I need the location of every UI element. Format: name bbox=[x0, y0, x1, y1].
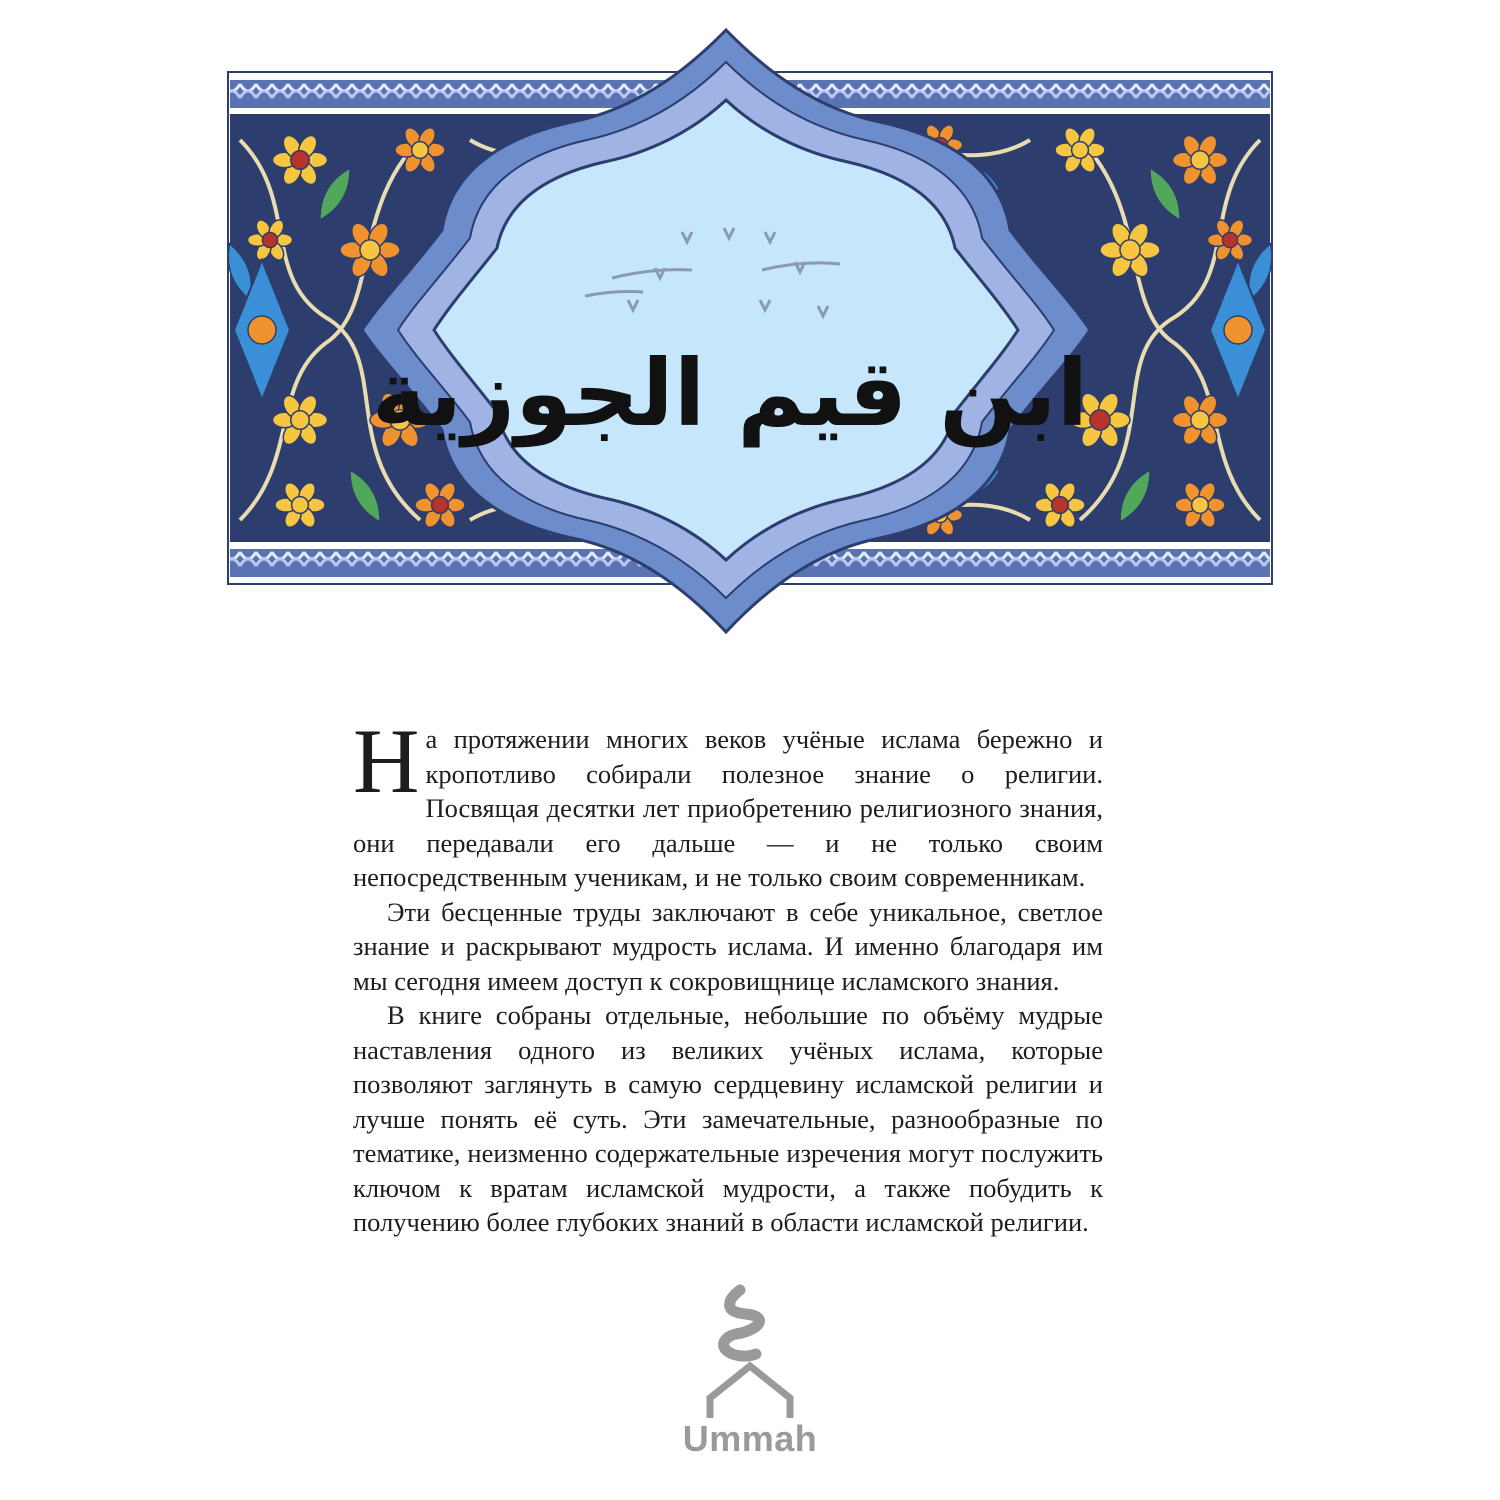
flower-center bbox=[1191, 411, 1209, 429]
flower-center bbox=[1192, 497, 1209, 514]
flower-center bbox=[1222, 232, 1237, 247]
flower-center bbox=[262, 232, 277, 247]
ornamental-banner bbox=[0, 0, 1500, 660]
flower-center bbox=[1191, 151, 1209, 169]
flower-center bbox=[1120, 240, 1140, 260]
flower-center bbox=[291, 151, 309, 169]
flower-center bbox=[1090, 410, 1110, 430]
drop-cap: Н bbox=[353, 710, 420, 812]
flower-center bbox=[1052, 497, 1069, 514]
flower-center bbox=[291, 411, 309, 429]
flower-center bbox=[432, 497, 449, 514]
rosette-center bbox=[248, 316, 276, 344]
paragraph-2: Эти бесценные труды заключают в себе уникальное, светлое знание и раскрывают мудрость ислама. И именно благодаря им мы сегодня имеем доступ к сокровищнице исламского знания. bbox=[353, 896, 1103, 996]
publisher-name: Ummah bbox=[682, 1418, 818, 1459]
paragraph-1 bbox=[353, 710, 1103, 895]
flower-center bbox=[360, 240, 380, 260]
flower-center bbox=[412, 142, 429, 159]
calligraphy-title: ابن قيم الجوزية bbox=[371, 340, 1089, 447]
paragraph-1-text: а протяжении многих веков учёные ислама бережно и кропотливо собирали полезное знание о религии. Посвящая десятки лет приобретению религиозного знания, они передавали его дальше — и не только своим непосредственным ученикам, и не только своим современникам. bbox=[353, 724, 1103, 892]
publisher-logo bbox=[640, 1270, 860, 1470]
rosette-center bbox=[1224, 316, 1252, 344]
ummah-emblem-icon bbox=[640, 1270, 860, 1420]
paragraph-3: В книге собраны отдельные, небольшие по объёму мудрые наставления одного из великих учёных ислама, которые позволяют заглянуть в самую сердцевину исламской религии и лучше понять её суть. Эти замечательные, разнообразные по тематике, неизменно содержательные изречения могут послужить ключом к вратам исламской мудрости, а также побудить к получению более глубоких знаний в области исламской религии. bbox=[353, 1000, 1103, 1237]
flower-center bbox=[292, 497, 309, 514]
description-text bbox=[353, 710, 1103, 1240]
flower-center bbox=[1072, 142, 1089, 159]
